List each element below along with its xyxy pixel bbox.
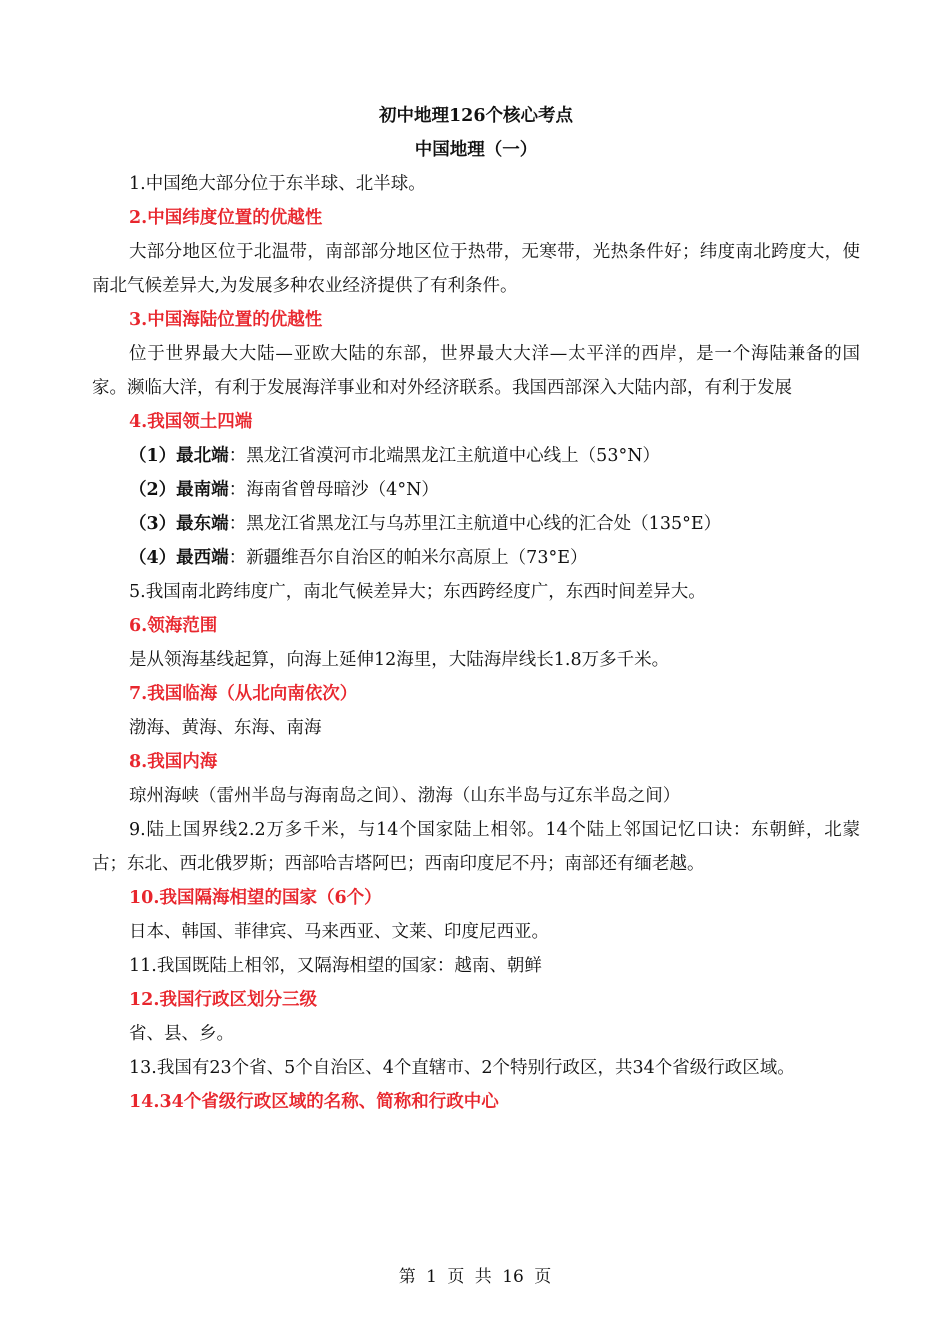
heading-10: 10.我国隔海相望的国家（6个） — [129, 888, 382, 908]
paragraph-10: 日本、韩国、菲律宾、马来西亚、文莱、印度尼西亚。 — [129, 922, 549, 942]
heading-6: 6.领海范围 — [129, 616, 218, 636]
end-text: 黑龙江省黑龙江与乌苏里江主航道中心线的汇合处（135°E） — [246, 514, 722, 534]
end-label: （2）最南端 — [129, 480, 229, 500]
point-13: 13.我国有23个省、5个自治区、4个直辖市、2个特别行政区，共34个省级行政区域。 — [129, 1058, 795, 1078]
paragraph-6: 是从领海基线起算，向海上延伸12海里，大陆海岸线长1.8万多千米。 — [129, 650, 670, 670]
end-text: 新疆维吾尔自治区的帕米尔高原上（73°E） — [246, 548, 588, 568]
heading-3: 3.中国海陆位置的优越性 — [129, 310, 323, 330]
territory-end-east — [92, 507, 860, 541]
end-separator: ： — [228, 480, 247, 500]
territory-end-south — [92, 473, 860, 507]
point-11: 11.我国既陆上相邻，又隔海相望的国家：越南、朝鲜 — [129, 956, 542, 976]
section-title: 中国地理（一） — [414, 140, 538, 160]
end-text: 黑龙江省漠河市北端黑龙江主航道中心线上（53°N） — [246, 446, 661, 466]
heading-14: 14.34个省级行政区域的名称、简称和行政中心 — [129, 1092, 499, 1112]
territory-end-west — [92, 541, 860, 575]
point-1: 1.中国绝大部分位于东半球、北半球。 — [129, 174, 426, 194]
end-label: （3）最东端 — [129, 514, 229, 534]
territory-end-north — [92, 439, 860, 473]
end-separator: ： — [228, 514, 247, 534]
page-footer: 第 1 页 共 16 页 — [398, 1267, 552, 1287]
heading-12: 12.我国行政区划分三级 — [129, 990, 317, 1010]
document-body — [92, 99, 860, 1119]
end-separator: ： — [228, 548, 247, 568]
paragraph-3: 位于世界最大大陆—亚欧大陆的东部，世界最大大洋—太平洋的西岸，是一个海陆兼备的国家。濒临大洋，有利于发展海洋事业和对外经济联系。我国西部深入大陆内部，有利于发展 — [92, 344, 860, 398]
end-label: （4）最西端 — [129, 548, 229, 568]
end-separator: ： — [228, 446, 247, 466]
heading-2: 2.中国纬度位置的优越性 — [129, 208, 323, 228]
point-5: 5.我国南北跨纬度广，南北气候差异大；东西跨经度广，东西时间差异大。 — [129, 582, 706, 602]
heading-8: 8.我国内海 — [129, 752, 218, 772]
end-label: （1）最北端 — [129, 446, 229, 466]
heading-4: 4.我国领土四端 — [129, 412, 253, 432]
paragraph-12: 省、县、乡。 — [129, 1024, 234, 1044]
document-title: 初中地理126个核心考点 — [378, 106, 574, 126]
paragraph-7: 渤海、黄海、东海、南海 — [129, 718, 322, 738]
paragraph-2: 大部分地区位于北温带，南部部分地区位于热带，无寒带，光热条件好；纬度南北跨度大，使南北气候差异大,为发展多种农业经济提供了有利条件。 — [92, 242, 860, 296]
end-text: 海南省曾母暗沙（4°N） — [246, 480, 439, 500]
heading-7: 7.我国临海（从北向南依次） — [129, 684, 358, 704]
paragraph-8: 琼州海峡（雷州半岛与海南岛之间）、渤海（山东半岛与辽东半岛之间） — [129, 786, 681, 806]
point-9: 9.陆上国界线2.2万多千米，与14个国家陆上相邻。14个陆上邻国记忆口诀：东朝鲜，北蒙古；东北、西北俄罗斯；西部哈吉塔阿巴；西南印度尼不丹；南部还有缅老越。 — [92, 820, 860, 874]
